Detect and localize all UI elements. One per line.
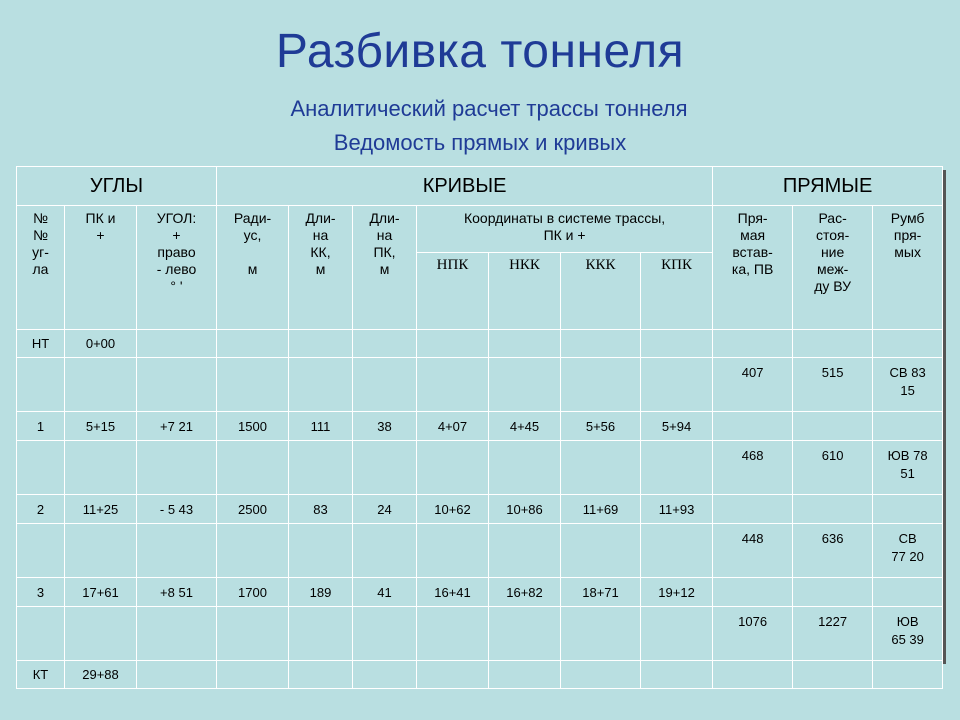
- cell-empty: [641, 330, 713, 358]
- header-kk-length: Дли- на КК, м: [289, 206, 353, 330]
- cell-empty: [873, 495, 943, 524]
- cell-empty: [137, 358, 217, 412]
- cell-kkk: 18+71: [561, 578, 641, 607]
- cell-empty: [641, 607, 713, 661]
- cell-empty: [793, 495, 873, 524]
- cell-empty: [641, 661, 713, 689]
- cell-pk-length: 41: [353, 578, 417, 607]
- header-nkk: НКК: [489, 253, 561, 330]
- cell-empty: [561, 358, 641, 412]
- cell-empty: [65, 524, 137, 578]
- cell-empty: [873, 661, 943, 689]
- page-title: Разбивка тоннеля: [275, 25, 685, 78]
- cell-insert: 468: [713, 441, 793, 495]
- header-pk: ПК и +: [65, 206, 137, 330]
- header-radius: Ради- ус, м: [217, 206, 289, 330]
- cell-empty: [353, 441, 417, 495]
- cell-empty: [641, 524, 713, 578]
- cell-empty: [17, 524, 65, 578]
- table-row: [17, 441, 943, 495]
- cell-num: КТ: [17, 661, 65, 689]
- header-angle-number: № № уг- ла: [17, 206, 65, 330]
- table-row: [17, 495, 943, 524]
- cell-empty: [289, 358, 353, 412]
- cell-empty: [17, 358, 65, 412]
- cell-kk: 83: [289, 495, 353, 524]
- header-angle: УГОЛ: + право - лево ° ʹ: [137, 206, 217, 330]
- cell-empty: [217, 441, 289, 495]
- cell-empty: [713, 412, 793, 441]
- cell-empty: [793, 661, 873, 689]
- cell-empty: [353, 524, 417, 578]
- cell-empty: [417, 358, 489, 412]
- cell-distance: 515: [793, 358, 873, 412]
- header-npk: НПК: [417, 253, 489, 330]
- table-row: [17, 358, 943, 412]
- cell-radius: 2500: [217, 495, 289, 524]
- cell-empty: [793, 578, 873, 607]
- header-distance: Рас- стоя- ние меж- ду ВУ: [793, 206, 873, 330]
- cell-empty: [217, 358, 289, 412]
- table-row: [17, 330, 943, 358]
- cell-pk: 29+88: [65, 661, 137, 689]
- cell-empty: [561, 661, 641, 689]
- cell-angle: +7 21: [137, 412, 217, 441]
- cell-empty: [561, 607, 641, 661]
- table-row: [17, 578, 943, 607]
- cell-kkk: 11+69: [561, 495, 641, 524]
- cell-npk: 16+41: [417, 578, 489, 607]
- table-row: [17, 607, 943, 661]
- cell-pk: 11+25: [65, 495, 137, 524]
- cell-empty: [353, 607, 417, 661]
- cell-pk-length: 24: [353, 495, 417, 524]
- cell-empty: [713, 578, 793, 607]
- cell-empty: [353, 661, 417, 689]
- header-kpk: КПК: [641, 253, 713, 330]
- cell-empty: [65, 441, 137, 495]
- cell-empty: [137, 524, 217, 578]
- cell-rumb: ЮВ 65 39: [873, 607, 943, 661]
- cell-empty: [793, 330, 873, 358]
- table-row: [17, 661, 943, 689]
- cell-empty: [793, 412, 873, 441]
- cell-nkk: 10+86: [489, 495, 561, 524]
- cell-empty: [713, 330, 793, 358]
- cell-empty: [137, 441, 217, 495]
- cell-insert: 407: [713, 358, 793, 412]
- cell-empty: [353, 358, 417, 412]
- cell-empty: [137, 330, 217, 358]
- header-pk-length: Дли- на ПК, м: [353, 206, 417, 330]
- cell-empty: [353, 330, 417, 358]
- cell-kpk: 11+93: [641, 495, 713, 524]
- cell-insert: 1076: [713, 607, 793, 661]
- cell-kpk: 5+94: [641, 412, 713, 441]
- cell-empty: [489, 661, 561, 689]
- cell-empty: [489, 607, 561, 661]
- cell-nkk: 16+82: [489, 578, 561, 607]
- cell-empty: [417, 524, 489, 578]
- cell-empty: [289, 330, 353, 358]
- cell-angle: - 5 43: [137, 495, 217, 524]
- cell-empty: [873, 412, 943, 441]
- cell-empty: [641, 441, 713, 495]
- table-row: [17, 412, 943, 441]
- cell-empty: [417, 607, 489, 661]
- cell-empty: [289, 524, 353, 578]
- cell-rumb: ЮВ 78 51: [873, 441, 943, 495]
- cell-empty: [561, 524, 641, 578]
- subtitle-statement: Ведомость прямых и кривых: [333, 130, 627, 155]
- cell-empty: [289, 441, 353, 495]
- curves-straights-table: [16, 166, 943, 689]
- cell-empty: [489, 358, 561, 412]
- cell-radius: 1500: [217, 412, 289, 441]
- cell-npk: 4+07: [417, 412, 489, 441]
- cell-empty: [289, 607, 353, 661]
- group-curves: КРИВЫЕ: [217, 167, 713, 206]
- cell-distance: 610: [793, 441, 873, 495]
- table-row: [17, 524, 943, 578]
- cell-empty: [713, 495, 793, 524]
- cell-num: НТ: [17, 330, 65, 358]
- cell-pk-length: 38: [353, 412, 417, 441]
- cell-empty: [17, 441, 65, 495]
- cell-angle: +8 51: [137, 578, 217, 607]
- cell-kk: 189: [289, 578, 353, 607]
- cell-empty: [713, 661, 793, 689]
- cell-nkk: 4+45: [489, 412, 561, 441]
- cell-rumb: СВ 77 20: [873, 524, 943, 578]
- column-header-row: [17, 206, 943, 253]
- header-straight-insert: Пря- мая встав- ка, ПВ: [713, 206, 793, 330]
- cell-empty: [489, 524, 561, 578]
- cell-empty: [489, 441, 561, 495]
- group-straights: ПРЯМЫЕ: [713, 167, 943, 206]
- cell-empty: [417, 330, 489, 358]
- cell-empty: [489, 330, 561, 358]
- cell-empty: [561, 441, 641, 495]
- cell-kk: 111: [289, 412, 353, 441]
- cell-empty: [561, 330, 641, 358]
- cell-empty: [289, 661, 353, 689]
- cell-distance: 636: [793, 524, 873, 578]
- cell-empty: [17, 607, 65, 661]
- cell-empty: [65, 358, 137, 412]
- cell-empty: [873, 578, 943, 607]
- cell-empty: [217, 661, 289, 689]
- subtitle-analytic: Аналитический расчет трассы тоннеля: [290, 96, 688, 121]
- cell-rumb: СВ 83 15: [873, 358, 943, 412]
- cell-kpk: 19+12: [641, 578, 713, 607]
- cell-pk: 5+15: [65, 412, 137, 441]
- header-rumb: Румб пря- мых: [873, 206, 943, 330]
- cell-empty: [417, 441, 489, 495]
- cell-empty: [217, 607, 289, 661]
- cell-num: 1: [17, 412, 65, 441]
- cell-empty: [641, 358, 713, 412]
- cell-insert: 448: [713, 524, 793, 578]
- cell-num: 3: [17, 578, 65, 607]
- cell-empty: [217, 330, 289, 358]
- cell-pk: 17+61: [65, 578, 137, 607]
- cell-empty: [137, 607, 217, 661]
- cell-radius: 1700: [217, 578, 289, 607]
- cell-distance: 1227: [793, 607, 873, 661]
- cell-npk: 10+62: [417, 495, 489, 524]
- cell-pk: 0+00: [65, 330, 137, 358]
- cell-empty: [137, 661, 217, 689]
- cell-num: 2: [17, 495, 65, 524]
- group-header-row: [17, 167, 943, 206]
- cell-kkk: 5+56: [561, 412, 641, 441]
- cell-empty: [417, 661, 489, 689]
- header-coordinates: Координаты в системе трассы, ПК и +: [417, 206, 713, 253]
- group-angles: УГЛЫ: [17, 167, 217, 206]
- cell-empty: [217, 524, 289, 578]
- cell-empty: [65, 607, 137, 661]
- header-kkk: ККК: [561, 253, 641, 330]
- cell-empty: [873, 330, 943, 358]
